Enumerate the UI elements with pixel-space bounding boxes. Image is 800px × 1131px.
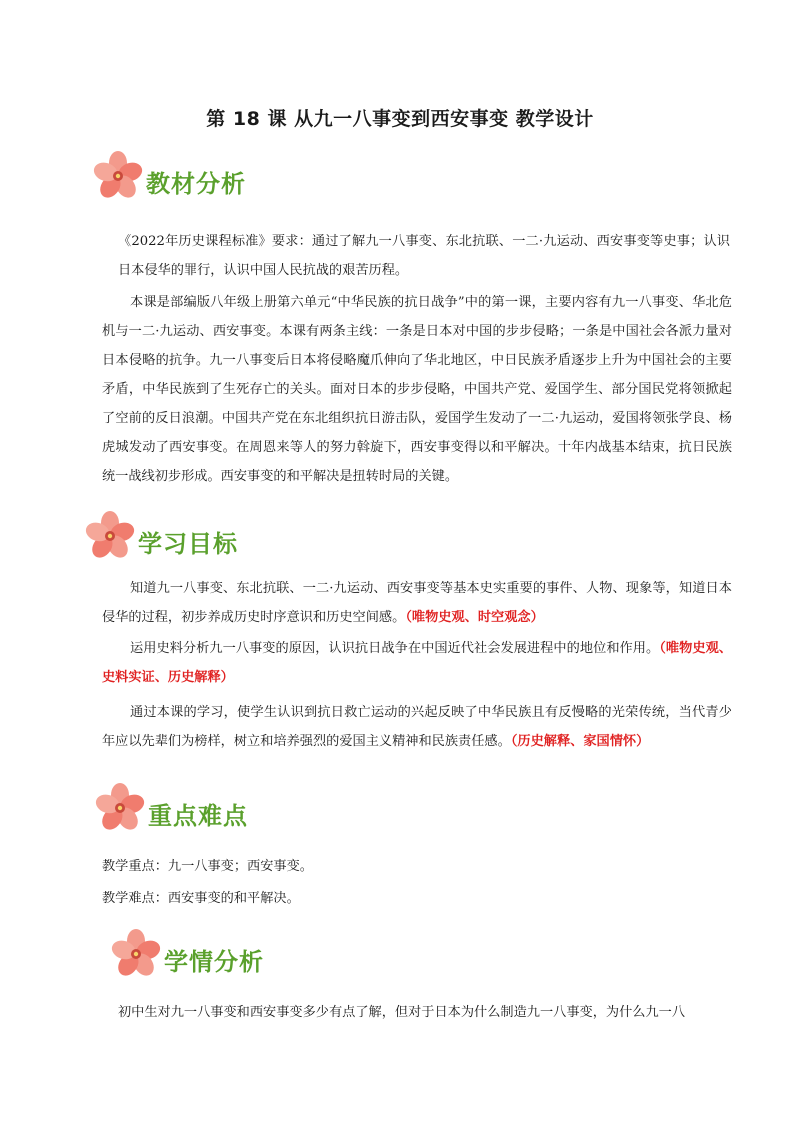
objective-text: 通过本课的学习，使学生认识到抗日救亡运动的兴起反映了中华民族且有反慢略的光荣传统，当代青少年应以先辈们为榜样，树立和培养强烈的爱国主义精神和民族责任感。 [102, 705, 732, 749]
objective-tag: （唯物史观、时空观念） [405, 610, 544, 625]
objective-tag: （唯物史观、史料实证、历史解释） [102, 641, 732, 685]
objective-3 [102, 698, 732, 756]
flower-icon [88, 150, 150, 204]
objective-text: 知道九一八事变、东北抗联、一二·九运动、西安事变等基本史实重要的事件、人物、现象等，知道日本侵华的过程，初步养成历史时序意识和历史空间感。 [102, 581, 732, 625]
key-points-text: 教学重点：九一八事变；西安事变。 [102, 859, 313, 874]
section-heading-text: 学习目标 [138, 530, 238, 558]
student-analysis-text: 初中生对九一八事变和西安事变多少有点了解，但对于日本为什么制造九一八事变，为什么九一八 [118, 1005, 686, 1020]
paragraph-curriculum-standard: 《2022年历史课程标准》要求：通过了解九一八事变、东北抗联、一二·九运动、西安事变等史事；认识日本侵华的罪行，认识中国人民抗战的艰苦历程。 [118, 234, 730, 278]
objective-text: 运用史料分析九一八事变的原因，认识抗日战争在中国近代社会发展进程中的地位和作用。 [130, 641, 660, 656]
paragraph-lesson-overview: 本课是部编版八年级上册第六单元“中华民族的抗日战争”中的第一课，主要内容有九一八事变、华北危机与一二·九运动、西安事变。本课有两条主线：一条是日本对中国的步步侵略；一条是中国社会各派力量对日本侵略的抗争。九一八事变后日本将侵略魔爪伸向了华北地区，中日民族矛盾逐步上升为中国社会的主要矛盾，中华民族到了生死存亡的关头。面对日本的步步侵略，中国共产党、爱国学生、部分国民党将领掀起了空前的反日浪潮。中国共产党在东北组织抗日游击队，爱国学生发动了一二·九运动，爱国将领张学良、杨虎城发动了西安事变。在周恩来等人的努力斡旋下，西安事变得以和平解决。十年内战基本结束，抗日民族统一战线初步形成。西安事变的和平解决是扭转时局的关键。 [102, 295, 732, 484]
flower-icon [80, 510, 142, 564]
difficult-points-text: 教学难点：西安事变的和平解决。 [102, 891, 300, 906]
flower-icon [90, 782, 152, 836]
objective-2 [102, 634, 732, 692]
page-title: 第 18 课 从九一八事变到西安事变 教学设计 [206, 108, 594, 130]
section-heading-text: 学情分析 [164, 948, 264, 976]
objective-1 [102, 574, 732, 632]
section-heading-text: 重点难点 [148, 802, 248, 830]
section-heading-text: 教材分析 [146, 170, 246, 198]
flower-icon [106, 928, 168, 982]
objective-tag: （历史解释、家国情怀） [510, 734, 650, 749]
